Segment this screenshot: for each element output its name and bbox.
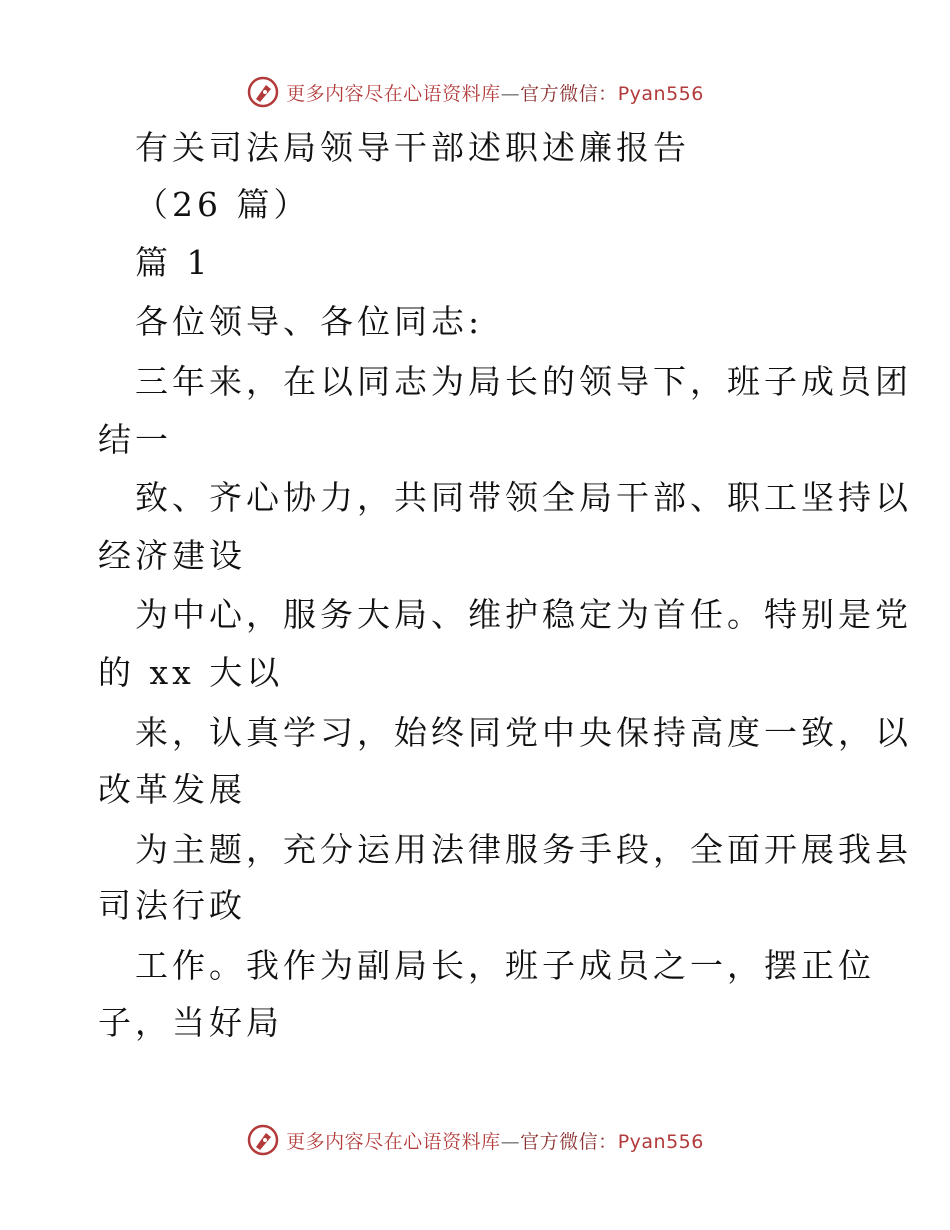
body-line: 工作。我作为副局长，班子成员之一，摆正位 — [135, 946, 875, 985]
pen-nib-circle-icon — [246, 1123, 280, 1157]
document-title: 有关司法局领导干部述职述廉报告 — [135, 128, 690, 167]
body-line: 致、齐心协力，共同带领全局干部、职工坚持以 — [135, 478, 912, 517]
body-line: 经济建设 — [98, 536, 246, 575]
body-line: 改革发展 — [98, 770, 246, 809]
document-count: （26 篇） — [135, 185, 311, 224]
body-line: 为主题，充分运用法律服务手段，全面开展我县 — [135, 830, 912, 869]
body-line: 子，当好局 — [98, 1003, 283, 1042]
pen-nib-circle-icon — [246, 75, 280, 109]
section-heading: 篇 1 — [135, 243, 212, 282]
body-line: 为中心，服务大局、维护稳定为首任。特别是党 — [135, 595, 912, 634]
body-line: 司法行政 — [98, 886, 246, 925]
greeting-line: 各位领导、各位同志: — [135, 302, 484, 341]
watermark-text: 更多内容尽在心语资料库—官方微信：Pyan556 — [286, 82, 704, 105]
body-line: 结一 — [98, 420, 172, 459]
header-watermark — [0, 72, 950, 112]
body-line: 三年来，在以同志为局长的领导下，班子成员团 — [135, 362, 912, 401]
watermark-text: 更多内容尽在心语资料库—官方微信：Pyan556 — [286, 1130, 704, 1153]
body-line: 的 xx 大以 — [98, 653, 284, 692]
footer-watermark — [0, 1120, 950, 1160]
body-line: 来，认真学习，始终同党中央保持高度一致，以 — [135, 713, 912, 752]
